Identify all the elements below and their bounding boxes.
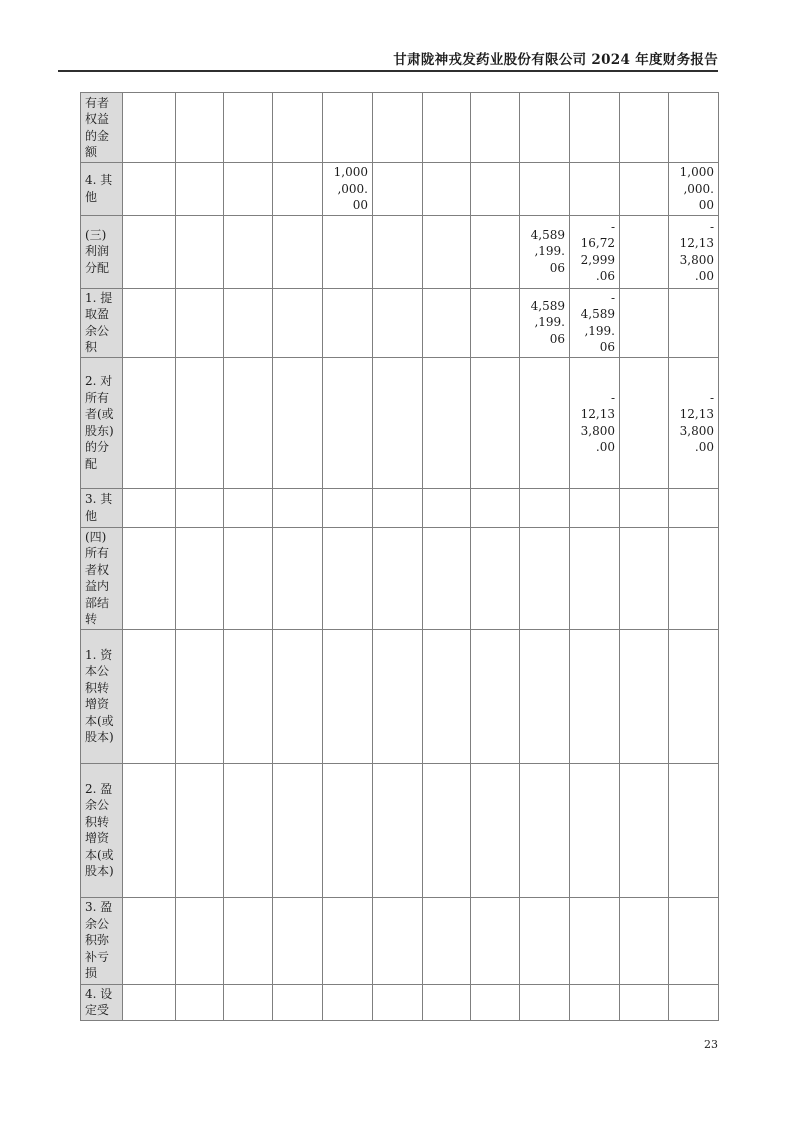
empty-data-cell: [323, 288, 373, 357]
amount-line: 1,000: [679, 165, 714, 179]
empty-data-cell: [669, 93, 719, 163]
row-label: (三)利润分配: [81, 215, 123, 288]
empty-data-cell: [520, 93, 570, 163]
amount-line: -: [610, 219, 615, 234]
empty-data-cell: [123, 93, 176, 163]
amount-line: -: [610, 290, 615, 305]
empty-data-cell: [123, 897, 176, 984]
amount-line: ,199.: [534, 315, 565, 330]
amount-line: 4,589: [530, 298, 565, 313]
empty-data-cell: [423, 288, 471, 357]
empty-data-cell: [323, 357, 373, 488]
amount-cell: [669, 215, 719, 288]
table-row: [81, 527, 719, 629]
empty-data-cell: [123, 527, 176, 629]
empty-data-cell: [323, 629, 373, 763]
empty-data-cell: [273, 163, 323, 216]
empty-data-cell: [471, 215, 520, 288]
empty-data-cell: [273, 527, 323, 629]
page-header-title: 甘肃陇神戎发药业股份有限公司 2024 年度财务报告: [393, 52, 718, 68]
equity-statement-table: [80, 92, 719, 1021]
amount-line: 06: [599, 340, 615, 354]
amount-line: .00: [694, 269, 714, 283]
empty-data-cell: [123, 288, 176, 357]
amount-cell: [669, 163, 719, 216]
empty-data-cell: [570, 763, 620, 897]
empty-data-cell: [224, 215, 273, 288]
row-label: 4. 其他: [81, 163, 123, 216]
amount-line: 4,589: [530, 227, 565, 242]
empty-data-cell: [620, 357, 669, 488]
table-row: [81, 215, 719, 288]
empty-data-cell: [620, 527, 669, 629]
empty-data-cell: [273, 763, 323, 897]
empty-data-cell: [273, 984, 323, 1020]
amount-line: .06: [595, 269, 615, 283]
amount-line: 4,589: [580, 307, 615, 321]
empty-data-cell: [620, 163, 669, 216]
empty-data-cell: [620, 984, 669, 1020]
empty-data-cell: [323, 763, 373, 897]
empty-data-cell: [373, 984, 423, 1020]
empty-data-cell: [273, 488, 323, 527]
amount-line: 12,13: [679, 407, 714, 421]
empty-data-cell: [423, 357, 471, 488]
header-rule: [58, 70, 718, 72]
amount-cell: [520, 215, 570, 288]
row-label: 2. 对所有者(或股东)的分配: [81, 357, 123, 488]
amount-cell: [323, 163, 373, 216]
table-body: [81, 93, 719, 1021]
amount-line: 12,13: [679, 236, 714, 250]
row-label: 4. 设定受: [81, 984, 123, 1020]
amount-cell: [570, 215, 620, 288]
amount-line: 00: [698, 198, 714, 212]
empty-data-cell: [669, 984, 719, 1020]
empty-data-cell: [520, 984, 570, 1020]
amount-line: 2,999: [580, 252, 615, 267]
table-row: [81, 163, 719, 216]
empty-data-cell: [123, 215, 176, 288]
empty-data-cell: [423, 163, 471, 216]
amount-line: -: [610, 390, 615, 405]
amount-line: -: [709, 390, 714, 405]
empty-data-cell: [520, 488, 570, 527]
empty-data-cell: [471, 163, 520, 216]
empty-data-cell: [176, 357, 224, 488]
empty-data-cell: [373, 357, 423, 488]
empty-data-cell: [273, 93, 323, 163]
empty-data-cell: [471, 357, 520, 488]
empty-data-cell: [176, 897, 224, 984]
empty-data-cell: [176, 163, 224, 216]
table-row: [81, 984, 719, 1020]
amount-line: 3,800: [679, 252, 714, 267]
row-label: (四)所有者权益内部结转: [81, 527, 123, 629]
empty-data-cell: [520, 357, 570, 488]
empty-data-cell: [176, 984, 224, 1020]
empty-data-cell: [669, 629, 719, 763]
empty-data-cell: [273, 357, 323, 488]
empty-data-cell: [373, 488, 423, 527]
empty-data-cell: [620, 288, 669, 357]
empty-data-cell: [570, 163, 620, 216]
empty-data-cell: [176, 527, 224, 629]
empty-data-cell: [423, 215, 471, 288]
empty-data-cell: [669, 763, 719, 897]
table-row: [81, 93, 719, 163]
table-row: [81, 488, 719, 527]
empty-data-cell: [620, 93, 669, 163]
empty-data-cell: [373, 288, 423, 357]
empty-data-cell: [520, 897, 570, 984]
amount-line: -: [709, 219, 714, 234]
empty-data-cell: [224, 163, 273, 216]
empty-data-cell: [323, 93, 373, 163]
empty-data-cell: [123, 163, 176, 216]
empty-data-cell: [323, 897, 373, 984]
empty-data-cell: [570, 93, 620, 163]
empty-data-cell: [224, 93, 273, 163]
empty-data-cell: [520, 629, 570, 763]
empty-data-cell: [620, 215, 669, 288]
empty-data-cell: [471, 897, 520, 984]
amount-line: .00: [595, 440, 615, 454]
row-label: 3. 盈余公积弥补亏损: [81, 897, 123, 984]
empty-data-cell: [373, 629, 423, 763]
empty-data-cell: [669, 897, 719, 984]
empty-data-cell: [176, 93, 224, 163]
empty-data-cell: [471, 488, 520, 527]
empty-data-cell: [423, 629, 471, 763]
empty-data-cell: [423, 984, 471, 1020]
amount-line: ,000.: [683, 181, 714, 196]
empty-data-cell: [123, 629, 176, 763]
amount-line: 06: [549, 331, 565, 346]
empty-data-cell: [620, 629, 669, 763]
empty-data-cell: [570, 629, 620, 763]
empty-data-cell: [323, 488, 373, 527]
empty-data-cell: [669, 288, 719, 357]
amount-line: 1,000: [333, 165, 368, 179]
empty-data-cell: [176, 629, 224, 763]
row-label: 1. 提取盈余公积: [81, 288, 123, 357]
amount-line: 3,800: [580, 423, 615, 438]
row-label: 3. 其他: [81, 488, 123, 527]
empty-data-cell: [273, 288, 323, 357]
amount-line: 00: [352, 198, 368, 212]
empty-data-cell: [373, 93, 423, 163]
empty-data-cell: [323, 215, 373, 288]
empty-data-cell: [423, 527, 471, 629]
empty-data-cell: [224, 288, 273, 357]
empty-data-cell: [520, 527, 570, 629]
amount-cell: [570, 288, 620, 357]
empty-data-cell: [323, 984, 373, 1020]
empty-data-cell: [471, 763, 520, 897]
empty-data-cell: [373, 527, 423, 629]
empty-data-cell: [570, 488, 620, 527]
empty-data-cell: [224, 897, 273, 984]
row-label: 2. 盈余公积转增资本(或股本): [81, 763, 123, 897]
amount-cell: [520, 288, 570, 357]
empty-data-cell: [423, 93, 471, 163]
empty-data-cell: [224, 984, 273, 1020]
amount-line: .00: [694, 440, 714, 454]
empty-data-cell: [176, 488, 224, 527]
empty-data-cell: [273, 215, 323, 288]
empty-data-cell: [323, 527, 373, 629]
empty-data-cell: [224, 488, 273, 527]
empty-data-cell: [471, 984, 520, 1020]
empty-data-cell: [224, 357, 273, 488]
amount-line: 16,72: [580, 236, 615, 250]
empty-data-cell: [620, 897, 669, 984]
table-row: [81, 897, 719, 984]
empty-data-cell: [471, 629, 520, 763]
empty-data-cell: [224, 629, 273, 763]
amount-cell: [570, 357, 620, 488]
empty-data-cell: [123, 488, 176, 527]
empty-data-cell: [224, 527, 273, 629]
empty-data-cell: [123, 984, 176, 1020]
empty-data-cell: [123, 357, 176, 488]
empty-data-cell: [123, 763, 176, 897]
empty-data-cell: [570, 984, 620, 1020]
amount-line: 12,13: [580, 407, 615, 421]
empty-data-cell: [373, 163, 423, 216]
empty-data-cell: [423, 897, 471, 984]
empty-data-cell: [373, 897, 423, 984]
empty-data-cell: [471, 288, 520, 357]
empty-data-cell: [273, 897, 323, 984]
empty-data-cell: [176, 288, 224, 357]
amount-line: ,199.: [584, 323, 615, 338]
empty-data-cell: [471, 527, 520, 629]
table-row: [81, 629, 719, 763]
row-label: 有者权益的金额: [81, 93, 123, 163]
page-number: 23: [704, 1038, 718, 1051]
empty-data-cell: [273, 629, 323, 763]
empty-data-cell: [570, 527, 620, 629]
empty-data-cell: [224, 763, 273, 897]
empty-data-cell: [520, 163, 570, 216]
empty-data-cell: [669, 488, 719, 527]
table-row: [81, 357, 719, 488]
amount-cell: [669, 357, 719, 488]
empty-data-cell: [423, 763, 471, 897]
empty-data-cell: [669, 527, 719, 629]
empty-data-cell: [176, 215, 224, 288]
empty-data-cell: [423, 488, 471, 527]
amount-line: 3,800: [679, 423, 714, 438]
amount-line: 06: [549, 260, 565, 275]
empty-data-cell: [570, 897, 620, 984]
empty-data-cell: [620, 763, 669, 897]
empty-data-cell: [520, 763, 570, 897]
table-row: [81, 763, 719, 897]
table-row: [81, 288, 719, 357]
empty-data-cell: [471, 93, 520, 163]
empty-data-cell: [620, 488, 669, 527]
amount-line: ,199.: [534, 244, 565, 259]
empty-data-cell: [373, 215, 423, 288]
amount-line: ,000.: [337, 181, 368, 196]
empty-data-cell: [373, 763, 423, 897]
row-label: 1. 资本公积转增资本(或股本): [81, 629, 123, 763]
empty-data-cell: [176, 763, 224, 897]
